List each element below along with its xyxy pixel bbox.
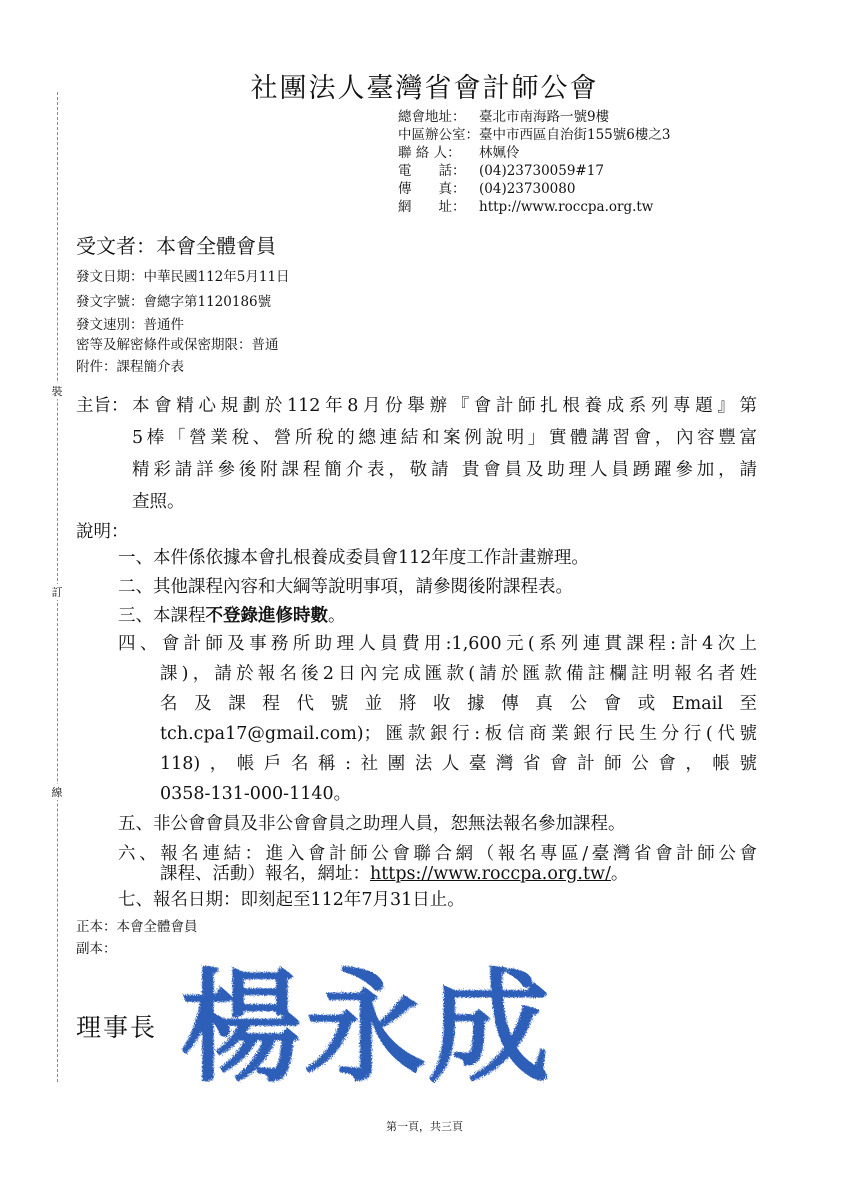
delivery-priority: 發文速別：普通件 — [76, 317, 184, 333]
explanation-item-5: 五、非公會會員及非公會會員之助理人員，恕無法報名參加課程。 — [118, 814, 626, 834]
page-number: 第一頁，共三頁 — [386, 1120, 463, 1133]
confidentiality: 密等及解密條件或保密期限：普通 — [76, 337, 279, 353]
contact-value: (04)23730080 — [479, 181, 576, 197]
contact-label: 電 話： — [398, 163, 466, 179]
explanation-item-4-line: 名及課程代號並將收據傳真公會或Email至 — [160, 694, 757, 714]
organization-title: 社團法人臺灣省會計師公會 — [250, 73, 599, 104]
issue-date: 發文日期：中華民國112年5月11日 — [76, 269, 290, 285]
binding-mark: 訂 — [49, 584, 65, 600]
explanation-item-4: 四、會計師及事務所助理人員費用:1,600元(系列連貫課程:計4次上 — [118, 634, 757, 654]
contact-row — [398, 180, 670, 198]
binding-mark: 裝 — [49, 383, 65, 399]
copy-recipient: 副本： — [76, 941, 117, 957]
explanation-item-4-line: 118)，帳戶名稱:社團法人臺灣省會計師公會，帳號 — [160, 754, 757, 774]
subject-line: 5棒「營業稅、營所稅的總連結和案例說明」實體講習會，內容豐富 — [132, 428, 757, 448]
recipient: 受文者：本會全體會員 — [76, 234, 276, 258]
contact-value: 臺中市西區自治街155號6樓之3 — [479, 127, 671, 143]
contact-value: (04)23730059#17 — [479, 163, 604, 179]
explanation-item-6: 六、報名連結：進入會計師公會聯合網（報名專區/臺灣省會計師公會 — [118, 844, 757, 864]
explanation-item-6-line — [160, 860, 628, 885]
attachment: 附件：課程簡介表 — [76, 359, 184, 375]
contact-label: 傳 真： — [398, 181, 466, 197]
explanation-item-3 — [118, 602, 346, 627]
item6-suffix: 。 — [610, 864, 629, 884]
original-recipient: 正本：本會全體會員 — [76, 919, 198, 935]
subject-label: 主旨： — [76, 396, 129, 416]
subject-line: 本會精心規劃於112年8月份舉辦『會計師扎根養成系列專題』第 — [132, 396, 757, 416]
document-number: 發文字號：會總字第1120186號 — [76, 294, 272, 310]
contact-row — [398, 162, 670, 180]
chairman-title: 理事長 — [76, 1013, 158, 1042]
contact-value: 林姵伶 — [479, 145, 520, 161]
contact-value: 臺北市南海路一號9樓 — [479, 109, 610, 125]
no-credit-hours-notice: 不登錄進修時數 — [205, 606, 328, 626]
explanation-item-4-line: 0358-131-000-1140。 — [160, 784, 352, 804]
chairman-name-stamp — [180, 950, 610, 1100]
explanation-item-7: 七、報名日期：即刻起至112年7月31日止。 — [118, 890, 465, 910]
item6-prefix: 課程、活動）報名，網址： — [160, 864, 370, 884]
explanation-item-4-line: 課)，請於報名後2日內完成匯款(請於匯款備註欄註明報名者姓 — [160, 664, 757, 684]
contact-label: 聯 絡 人： — [398, 145, 461, 161]
contact-label: 總會地址： — [398, 109, 466, 125]
binding-mark: 線 — [49, 784, 65, 800]
explanation-item-4-line: tch.cpa17@gmail.com)；匯款銀行:板信商業銀行民生分行(代號 — [160, 724, 757, 744]
contact-row — [398, 126, 670, 144]
contact-label: 網 址： — [398, 199, 466, 215]
explanation-label: 說明： — [76, 522, 129, 542]
contact-info — [398, 108, 670, 216]
contact-row — [398, 144, 670, 162]
contact-row — [398, 198, 670, 216]
explanation-item-1: 一、本件係依據本會扎根養成委員會112年度工作計畫辦理。 — [118, 548, 589, 568]
item3-suffix: 。 — [328, 606, 346, 626]
contact-value: http://www.roccpa.org.tw — [479, 199, 654, 215]
subject-line: 查照。 — [132, 492, 185, 512]
contact-row — [398, 108, 670, 126]
contact-label: 中區辦公室： — [398, 127, 479, 143]
chairman-name-text: 楊永成 — [180, 955, 552, 1099]
subject-line: 精彩請詳參後附課程簡介表，敬請 貴會員及助理人員踴躍參加，請 — [132, 460, 757, 480]
registration-link[interactable]: https://www.roccpa.org.tw/ — [370, 864, 611, 884]
explanation-item-2: 二、其他課程內容和大綱等說明事項，請參閱後附課程表。 — [118, 577, 573, 597]
item3-prefix: 三、本課程 — [118, 606, 206, 626]
